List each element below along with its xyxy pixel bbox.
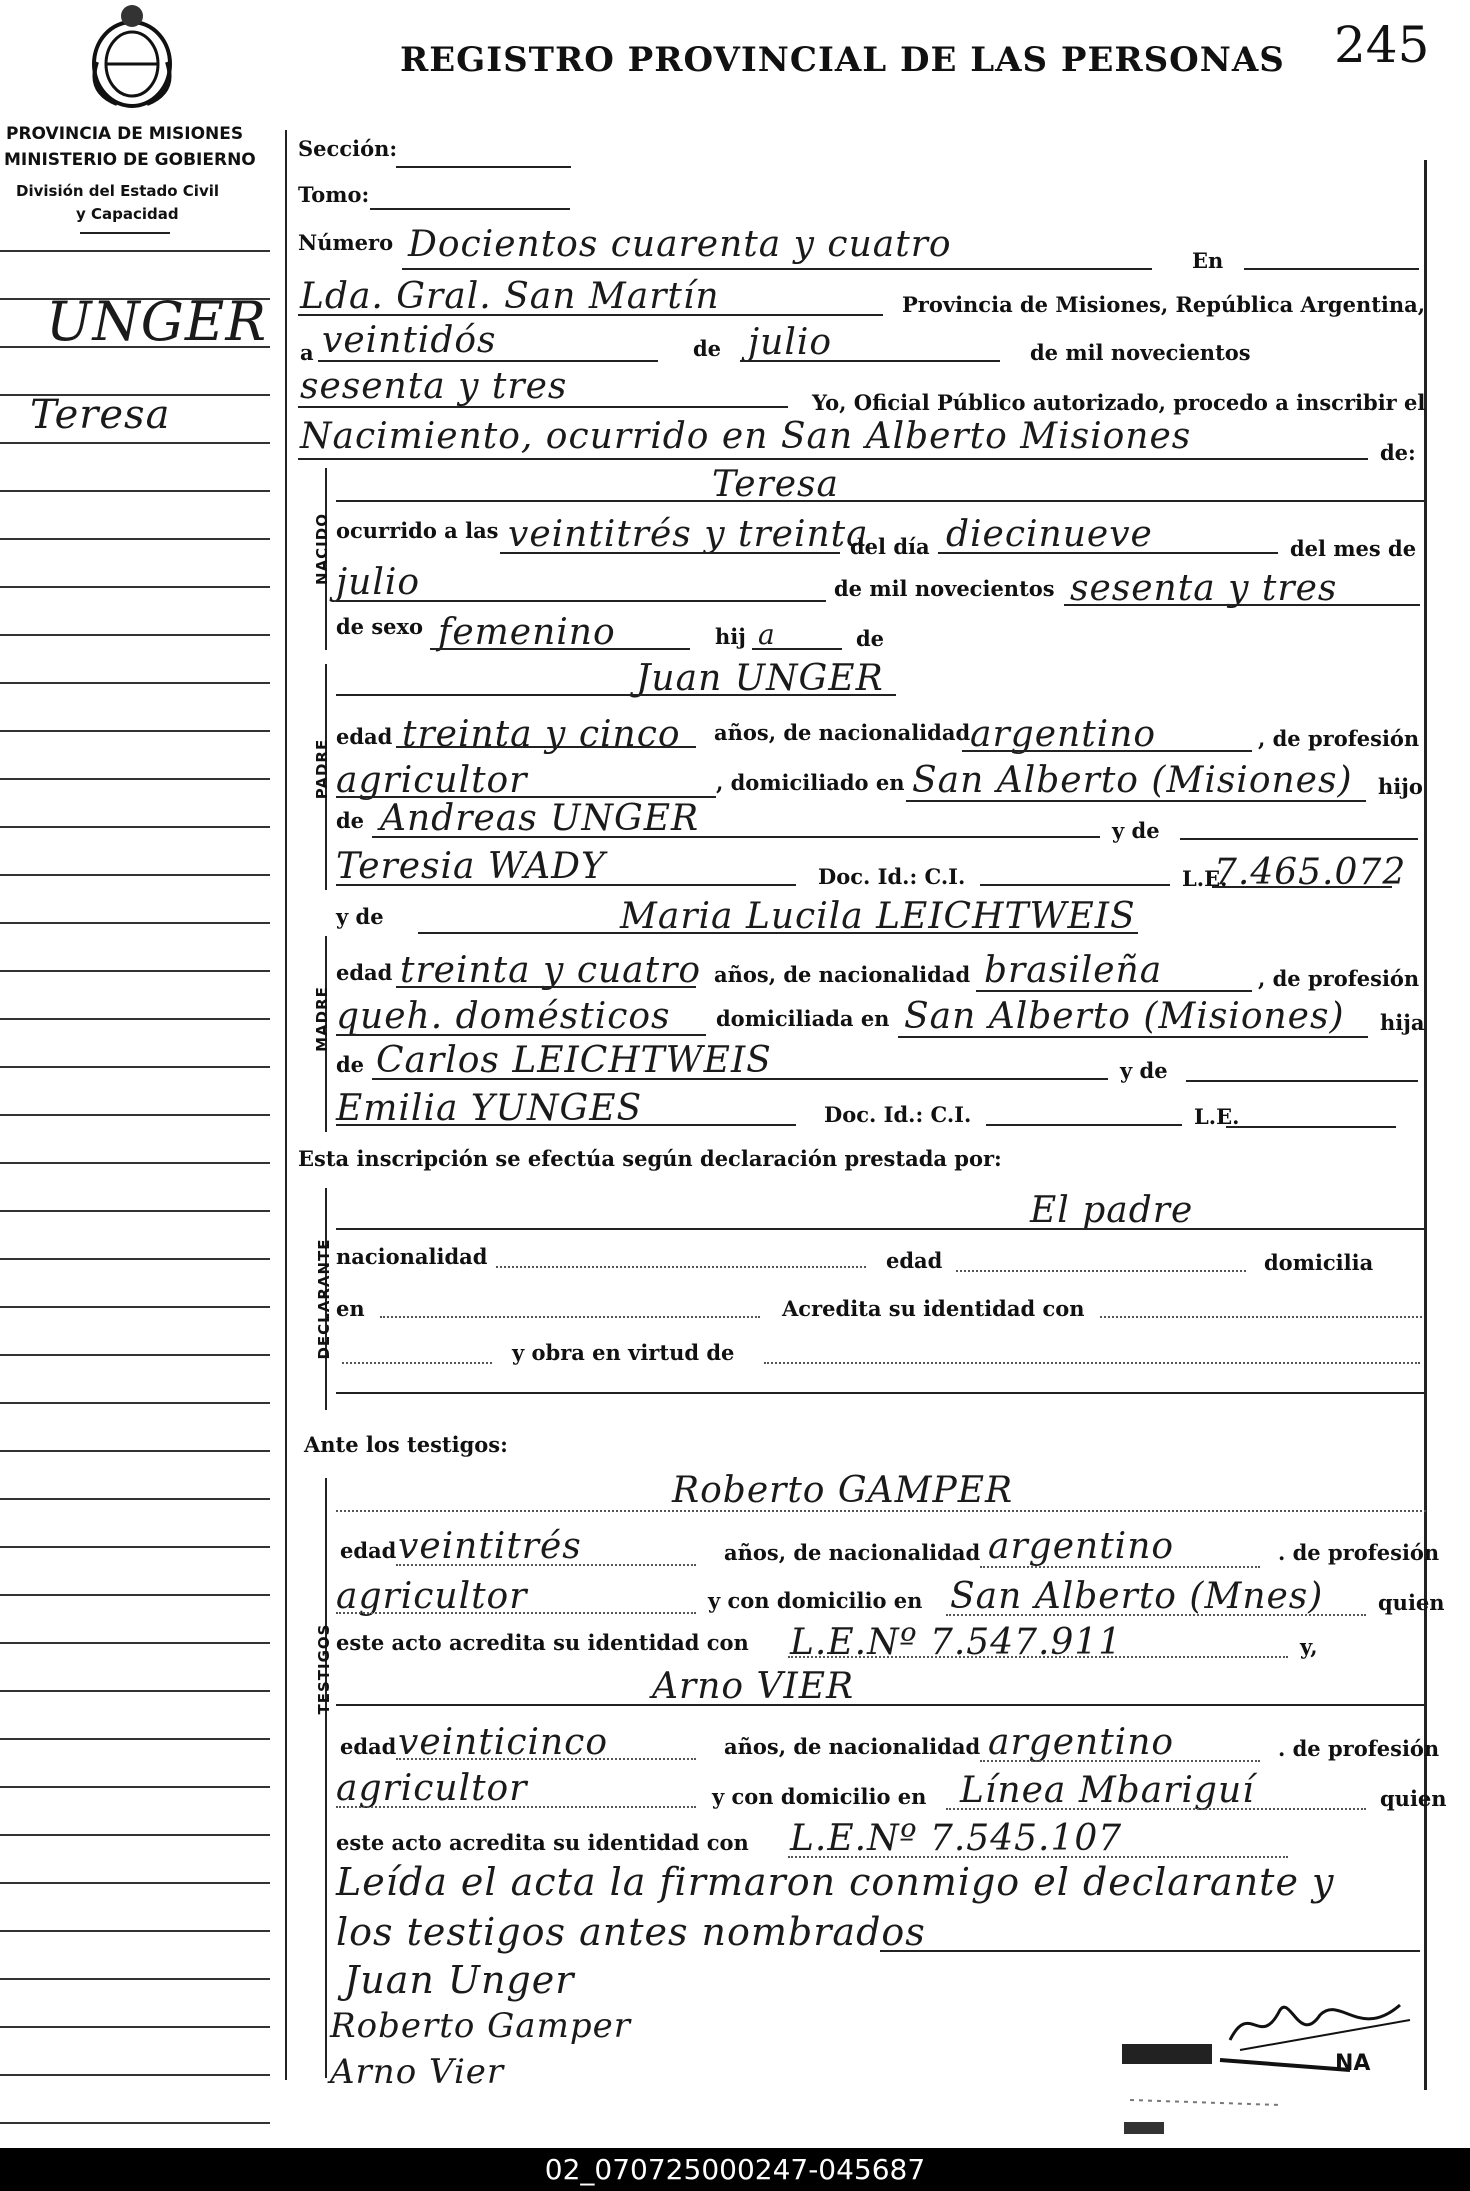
ocurrido-label: ocurrido a las (336, 518, 499, 543)
padre-value[interactable]: Juan UNGER (636, 658, 884, 699)
margin-rule (0, 2122, 270, 2124)
hij-label: hij (715, 624, 746, 649)
margin-rule (0, 1018, 270, 1020)
madre-dom-label: domiciliada en (716, 1006, 890, 1031)
margin-rule (0, 538, 270, 540)
document-code-footer: 02_070725000247-045687 (0, 2148, 1470, 2191)
decl-en-label: en (336, 1296, 365, 1321)
abuela-m-value[interactable]: Emilia YUNGES (336, 1088, 643, 1129)
signature-declarante: Juan Unger (344, 1958, 575, 2002)
margin-rule (0, 874, 270, 876)
t2-prof-label: . de profesión (1278, 1736, 1440, 1761)
header-title: REGISTRO PROVINCIAL DE LAS PERSONAS (400, 40, 1285, 80)
signature-testigo-2: Arno Vier (330, 2052, 505, 2092)
decl-edad-label: edad (886, 1248, 943, 1273)
margin-rule (0, 1594, 270, 1596)
t2-dom-value[interactable]: Línea Mbariguí (960, 1770, 1255, 1811)
margin-rule (0, 250, 270, 252)
padre-de-label: de (336, 808, 365, 833)
margin-rule (0, 970, 270, 972)
madre-prof-label: , de profesión (1258, 966, 1420, 991)
svg-text:NA: NA (1335, 2051, 1371, 2076)
madre-y-de-label: y de (336, 904, 384, 929)
t2-prof-value[interactable]: agricultor (336, 1768, 528, 1809)
testigo2-value[interactable]: Arno VIER (652, 1666, 855, 1707)
madre-value[interactable]: Maria Lucila LEICHTWEIS (620, 896, 1136, 937)
padre-prof-value[interactable]: agricultor (336, 760, 528, 801)
madre-dom-value[interactable]: San Alberto (Misiones) (904, 996, 1345, 1037)
seccion-label: Sección: (298, 136, 398, 161)
madre-de-label: de (336, 1052, 365, 1077)
nombre-value[interactable]: Teresa (712, 464, 839, 505)
madre-prof-value[interactable]: queh. domésticos (336, 996, 671, 1037)
margin-rule (0, 1258, 270, 1260)
t2-edad-value[interactable]: veinticinco (398, 1722, 609, 1763)
cierre-linea-2[interactable]: los testigos antes nombrados (336, 1910, 926, 1954)
page-number: 245 (1334, 16, 1430, 74)
abuela-p-value[interactable]: Teresia WADY (336, 846, 606, 887)
padre-nac-value[interactable]: argentino (970, 714, 1157, 755)
de-label: de (693, 336, 722, 361)
a-label: a (300, 340, 314, 365)
padre-edad-label: edad (336, 724, 393, 749)
de-colon-label: de: (1380, 440, 1416, 465)
hora-value[interactable]: veintitrés y treinta (508, 514, 869, 555)
side-label-testigos: TESTIGOS (315, 1623, 333, 1715)
t1-este-acto-label: este acto acredita su identidad con (336, 1630, 749, 1655)
t2-nac-label: años, de nacionalidad (724, 1734, 981, 1759)
de2-label: de (856, 626, 885, 651)
side-label-padre: PADRE (313, 738, 331, 800)
sexo-value[interactable]: femenino (438, 612, 616, 653)
margin-rule (0, 1450, 270, 1452)
numero-value[interactable]: Docientos cuarenta y cuatro (408, 224, 952, 265)
t2-quien-label: quien (1380, 1786, 1447, 1811)
madre-edad-label: edad (336, 960, 393, 985)
del-dia-label: del día (850, 534, 930, 559)
decl-nac-label: nacionalidad (336, 1244, 488, 1269)
padre-prof-label: , de profesión (1258, 726, 1420, 751)
en-label: En (1192, 248, 1224, 273)
padre-dom-label: , domiciliado en (716, 770, 905, 795)
side-label-nacido: NACIDO (313, 513, 331, 585)
t1-dom-label: y con domicilio en (708, 1588, 923, 1613)
margin-rule (0, 1978, 270, 1980)
margin-rule (0, 1354, 270, 1356)
t1-edad-label: edad (340, 1538, 397, 1563)
margin-rule (0, 1114, 270, 1116)
margin-rule (0, 1930, 270, 1932)
margin-rule (0, 1786, 270, 1788)
padre-nac-label: años, de nacionalidad (714, 720, 971, 745)
numero-label: Número (298, 230, 394, 255)
testigo1-value[interactable]: Roberto GAMPER (672, 1470, 1014, 1511)
side-label-declarante: DECLARANTE (315, 1238, 333, 1360)
madre-y-de2-label: y de (1120, 1058, 1168, 1083)
margin-rule (0, 490, 270, 492)
madre-edad-value[interactable]: treinta y cuatro (400, 950, 701, 991)
mil-novecientos-label: de mil novecientos (1030, 340, 1251, 365)
official-stamp (1120, 2040, 1420, 2140)
t1-dom-value[interactable]: San Alberto (Mnes) (950, 1576, 1324, 1617)
dia-nac-value[interactable]: diecinueve (946, 514, 1153, 555)
madre-le-label: L.E. (1194, 1104, 1240, 1129)
decl-acredita-label: Acredita su identidad con (782, 1296, 1085, 1321)
margin-rule (0, 1690, 270, 1692)
org-line-1: PROVINCIA DE MISIONES (6, 124, 244, 144)
margin-rule (0, 1066, 270, 1068)
cierre-linea-1[interactable]: Leída el acta la firmaron conmigo el declarante y (336, 1860, 1335, 1904)
de-mil-nov-label: de mil novecientos (834, 576, 1055, 601)
t2-nac-value[interactable]: argentino (988, 1722, 1175, 1763)
margin-given-name: Teresa (30, 392, 171, 438)
margin-rule (0, 922, 270, 924)
yo-oficial-label: Yo, Oficial Público autorizado, procedo a inscribir el (812, 390, 1426, 415)
hij-suffix[interactable]: a (758, 618, 776, 651)
margin-rule (0, 682, 270, 684)
abuelo-p-value[interactable]: Andreas UNGER (380, 798, 700, 839)
t1-nac-label: años, de nacionalidad (724, 1540, 981, 1565)
margin-rule (0, 1402, 270, 1404)
margin-rule (0, 1834, 270, 1836)
t1-doc-value[interactable]: L.E.Nº 7.547.911 (790, 1622, 1123, 1663)
t1-nac-value[interactable]: argentino (988, 1526, 1175, 1567)
provincia-label: Provincia de Misiones, República Argentina, (902, 292, 1426, 317)
t2-este-acto-label: este acto acredita su identidad con (336, 1830, 749, 1855)
madre-doc-label: Doc. Id.: C.I. (824, 1102, 972, 1127)
padre-edad-value[interactable]: treinta y cinco (402, 714, 681, 755)
abuelo-m-value[interactable]: Carlos LEICHTWEIS (376, 1040, 772, 1081)
margin-rule (0, 730, 270, 732)
padre-le-label: L.E. (1182, 866, 1228, 891)
dia-value[interactable]: veintidós (322, 320, 497, 361)
anio-nac-value[interactable]: sesenta y tres (1070, 568, 1338, 609)
t1-y-label: y, (1300, 1634, 1318, 1659)
padre-le-value[interactable]: 7.465.072 (1214, 852, 1407, 893)
margin-rule (0, 1882, 270, 1884)
t1-prof-label: . de profesión (1278, 1540, 1440, 1565)
org-line-4: y Capacidad (76, 205, 179, 223)
t2-edad-label: edad (340, 1734, 397, 1759)
decl-domicilia-label: domicilia (1264, 1250, 1374, 1275)
margin-rule (0, 778, 270, 780)
margin-rule (0, 586, 270, 588)
padre-dom-value[interactable]: San Alberto (Misiones) (912, 760, 1353, 801)
margin-rule (0, 826, 270, 828)
localidad-value[interactable]: Lda. Gral. San Martín (300, 276, 720, 317)
margin-rule (0, 1642, 270, 1644)
margin-rule (0, 442, 270, 444)
margin-surname: UNGER (46, 290, 267, 353)
hijo-label: hijo (1378, 774, 1423, 799)
margin-rule (0, 1546, 270, 1548)
anio-value[interactable]: sesenta y tres (300, 366, 568, 407)
margin-rule (0, 1738, 270, 1740)
t1-edad-value[interactable]: veintitrés (398, 1526, 582, 1567)
hija-label: hija (1380, 1010, 1425, 1035)
mes-value[interactable]: julio (748, 322, 833, 363)
signature-testigo-1: Roberto Gamper (330, 2006, 631, 2046)
tomo-label: Tomo: (298, 182, 370, 207)
margin-rule (0, 1162, 270, 1164)
t2-dom-label: y con domicilio en (712, 1784, 927, 1809)
margin-rule (0, 1210, 270, 1212)
padre-doc-label: Doc. Id.: C.I. (818, 864, 966, 889)
del-mes-label: del mes de (1290, 536, 1417, 561)
t1-quien-label: quien (1378, 1590, 1445, 1615)
esta-inscripcion-label: Esta inscripción se efectúa según declaración prestada por: (298, 1146, 1002, 1171)
sexo-label: de sexo (336, 614, 424, 639)
decl-obra-label: y obra en virtud de (512, 1340, 735, 1365)
mes-nac-value[interactable]: julio (336, 562, 421, 603)
org-line-3: División del Estado Civil (16, 182, 220, 200)
acto-value[interactable]: Nacimiento, ocurrido en San Alberto Misiones (300, 416, 1192, 457)
padre-y-de-label: y de (1112, 818, 1160, 843)
org-line-2: MINISTERIO DE GOBIERNO (4, 150, 256, 170)
ante-testigos-label: Ante los testigos: (304, 1432, 508, 1457)
margin-rule (0, 2026, 270, 2028)
t1-prof-value[interactable]: agricultor (336, 1576, 528, 1617)
coat-of-arms-emblem (82, 2, 182, 112)
margin-rule (0, 1306, 270, 1308)
margin-rule (0, 634, 270, 636)
madre-nac-value[interactable]: brasileña (984, 950, 1163, 991)
margin-rule (0, 2074, 270, 2076)
madre-nac-label: años, de nacionalidad (714, 962, 971, 987)
declarante-value[interactable]: El padre (1030, 1190, 1194, 1231)
margin-rule (0, 1498, 270, 1500)
side-label-madre: MADRE (313, 986, 331, 1052)
t2-doc-value[interactable]: L.E.Nº 7.545.107 (790, 1818, 1123, 1859)
